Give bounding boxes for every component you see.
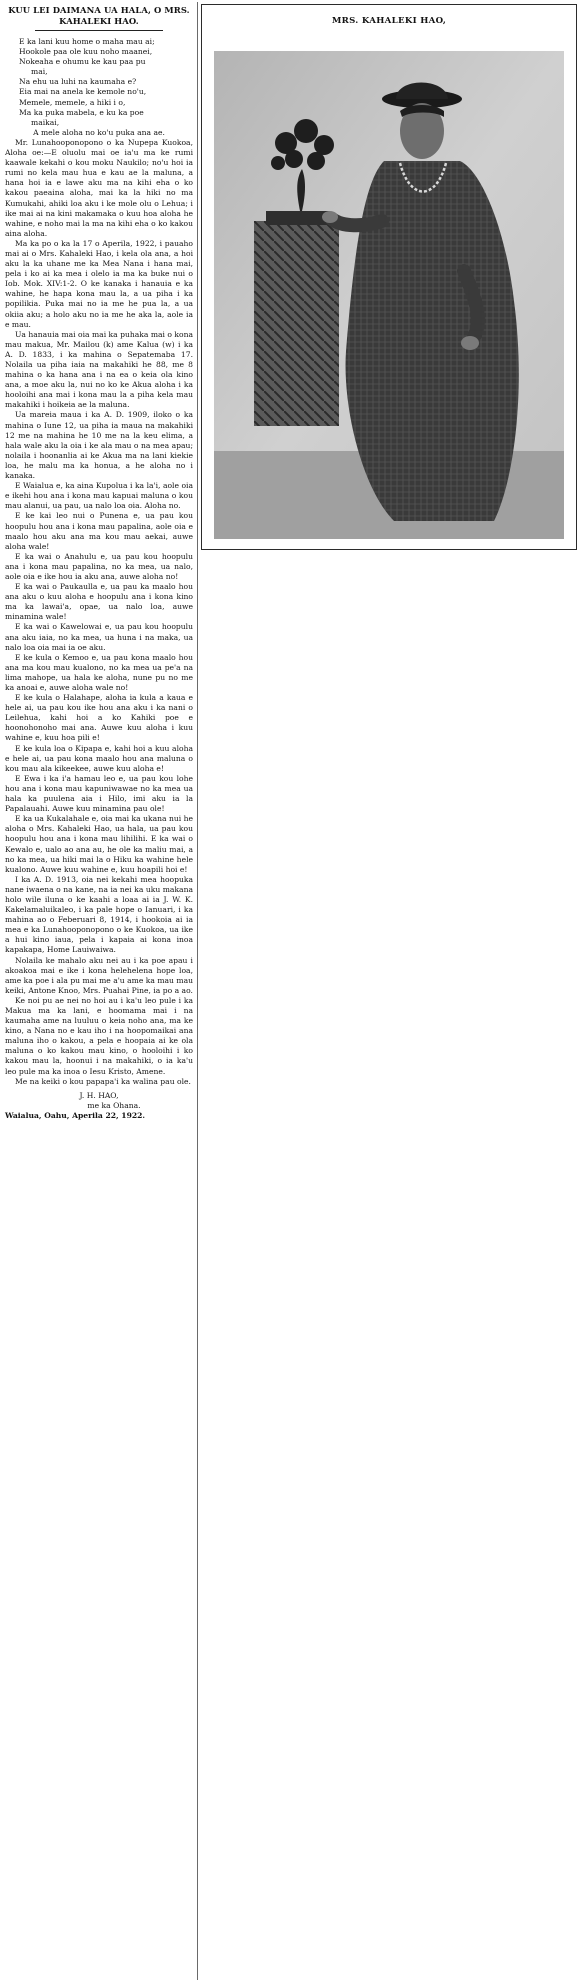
portrait-box [201, 4, 577, 550]
poem-line: E ka lani kuu home o maha mau ai; [19, 37, 155, 46]
article-body [5, 138, 193, 1087]
portrait-photo [214, 51, 564, 539]
headline-rule [35, 30, 163, 31]
article-paragraph: I ka A. D. 1913, oia nei kekahi mea hoopuka nane iwaena o na kane, na ia nei ka uku makana holo wile iluna o ke kaahi a loaa ai ia J. W. K. Kakelamaluikaleo, i ka pale hope o Ianuari, i ka mahina ao o Feberuari 8, 1914, i hookoia ai ia mea e ka Lunahooponopono o ke Kuokoa, ua ike a hui kino iaua, pela i kapaia ai kona inoa kapakapa, Home Lauiwaiwa. [5, 874, 193, 955]
poem-line: Memele, memele, a hiki i o, [19, 97, 126, 107]
signature-role: me ka Ohana. [87, 1100, 141, 1110]
poem-line: Eia mai na anela ke kemole no'u, [19, 87, 147, 97]
obituary-article [5, 5, 193, 1121]
table-top [266, 211, 330, 225]
hand [461, 336, 479, 350]
column-divider [197, 2, 198, 1980]
poem-line: Hookole paa ole kuu noho maanei, [19, 47, 153, 57]
article-paragraph: E ke kula loa o Kipapa e, kahi hoi a kuu aloha e hele ai, ua pau kona maalo hou ana maluna o kou mau ala kikeekee, auwe kuu aloha e! [5, 743, 193, 773]
article-paragraph: E ke kai leo nui o Punena e, ua pau kou hoopulu hou ana i kona mau papalina, aole oia e maalo hou aku ana ma kou mau aekai, auwe aloha wale! [5, 511, 193, 551]
article-paragraph: Ua mareia maua i ka A. D. 1909, iloko o ka mahina o Iune 12, ua piha ia maua na makahiki 12 me na mahina he 10 me na la keu elima, a hala wale aku la oia i ke ala mau o na mea apau; nolaila i hoonanlia ai ke Akua ma na lani kiekie loa, he malu ma ka honua, a he aloha no i kanaka. [5, 410, 193, 481]
article-paragraph: Me na keiki o kou papapa'i ka walina pau ole. [15, 1076, 191, 1086]
left-arm [332, 219, 382, 225]
article-paragraph: E ka ua Kukalahale e, oia mai ka ukana nui he aloha o Mrs. Kahaleki Hao, ua hala, ua pau kou hoopulu hou ana i kona mau lihilihi. E ka wai o Kewalo e, ualo ao ana au, he ole ka maliu mai, a no ka mea, ua hiki mai la o Hiku ka wahine hele kualono. Auwe kuu wahine e, kuu hoapili hoi e! [5, 814, 193, 874]
signature-block [5, 1091, 193, 1121]
resting-hand [322, 211, 338, 223]
article-paragraph: Ke noi pu ae nei no hoi au i ka'u leo pule i ka Makua ma ka lani, e hoomama mai i na kaumaha ame na luuluu o keia noho ana, ma ke kino, a Nana no e kau iho i na hoopomaikai ana maluna iho o kakou, a pela e hoopaia ai ke ola maluna o ko kakou mau kino, o hooloihi i ko kakou mau la, hoonui i na makahiki, o ia ka'u leo pule ma ka inoa o Iesu Kristo, Amene. [5, 995, 193, 1076]
dress [346, 161, 519, 521]
signature-dateline: Waialua, Oahu, Aperila 22, 1922. [5, 1110, 146, 1120]
poem-line: Nokeaha e ohumu ke kau paa pu [19, 57, 146, 67]
poem-line: maikai, [31, 117, 60, 127]
signature-name: J. H. HAO, [79, 1090, 119, 1100]
article-paragraph: Ma ka po o ka la 17 o Aperila, 1922, i pauaho mai ai o Mrs. Kahaleki Hao, i kela ola ana, a hoi aku la ka uhane me ka Mea Nana i hana mai, pela i ko ai ka mea i olelo ia ma ka buke nui o Iob. Mok. XIV:1-2. O ke kanaka i hanauia e ka wahine, he hapa kona mau la, a ua piha i ka popilikia. Puka mai no ia me he pua la, a ua okiia aku; a holo aku no ia me he aka la, aole ia e mau. [5, 238, 193, 329]
portrait-caption: MRS. KAHALEKI HAO, [331, 16, 447, 26]
article-paragraph: Ua hanauia mai oia mai ka puhaka mai o kona mau makua, Mr. Mailou (k) ame Kalua (w) i ka A. D. 1833, i ka mahina o Sepatemaba 17. Nolaila ua piha iaia na makahiki he 88, me 8 mahina o ka hana ana i na ea o keia ola kino ana, a moe aku la, nui no ko ke Akua aloha i ka hooloihi ana mai i kona mau la a piha kela mau makahiki i hoikeia ae la maluna. [5, 329, 193, 410]
article-paragraph: Nolaila ke mahalo aku nei au i ka poe apau i akoakoa mai e ike i kona helehelena hope loa, ame ka poe i ala pu mai me a'u ame ka mau mau keiki, Antone Knoo, Mrs. Puahai Pine, ia po a ao. [5, 955, 193, 995]
article-paragraph: E Waialua e, ka aina Kupolua i ka la'i, aole oia e ikehi hou ana i kona mau kapuai maluna o kou mau alanui, ua pau, ua nalo loa oia. Aloha no. [5, 481, 193, 511]
article-paragraph: Mr. Lunahooponopono o ka Nupepa Kuokoa, Aloha oe:—E oluolu mai oe ia'u ma ke rumi kaawale kekahi o kou moku Naukilo; no'u hoi ia rumi no kela mau hua e kau ae la maluna, a hana hoi ia e lawe aku ma na kihi eha o ko kakou paeaina aloha, mai ka la hiki no ma Kumukahi, ahiki loa aku i ke mole olu o Lehua; i ike mai ai na kini makamaka o kuu hoa aloha he wahine, e noho mai la ma na kihi eha o ko kakou aina aloha. [5, 137, 193, 238]
article-paragraph: E ka wai o Kawelowai e, ua pau kou hoopulu ana aku iaia, no ka mea, ua huna i na maka, ua nalo loa oia mai ia oe aku. [5, 622, 193, 652]
article-paragraph: E ke kula o Halahape, aloha ia kula a kaua e hele ai, ua pau kou ike hou ana aku i ka nani o Leilehua, kahi hoi a ko Kahiki poe e hoonohonoho mai ana. Auwe kuu aloha i kuu wahine e, kuu hoa pili e! [5, 693, 193, 743]
poem-line: Na ehu ua luhi na kaumaha e? [19, 77, 137, 87]
poem-line: mai, [31, 67, 48, 77]
article-paragraph: E ke kula o Kemoo e, ua pau kona maalo hou ana ma kou mau kualono, no ka mea ua pe'a na lima mahope, ua hala ke aloha, nune pu no me ka anoai e, auwe aloha wale no! [5, 652, 193, 692]
article-paragraph: E ka wai o Anahulu e, ua pau kou hoopulu ana i kona mau papalina, no ka mea, ua nalo, aole oia e ike hou ia aku ana, auwe aloha no! [5, 551, 193, 581]
poem-line: Ma ka puka mabela, e ku ka poe [19, 107, 144, 117]
poem-verse [5, 37, 193, 128]
article-headline: KUU LEI DAIMANA UA HALA, O MRS. KAHALEKI HAO. [8, 5, 190, 26]
article-paragraph: E Ewa i ka i'a hamau leo e, ua pau kou lohe hou ana i kona mau kapuniwawae no ka mea ua hala ka puulena aia i Hilo, imi aku ia la Papalauahi. Auwe kuu minamina pau ole! [5, 773, 193, 814]
poem-closing-line: A mele aloha no ko'u puka ana ae. [33, 127, 165, 137]
article-paragraph: E ka wai o Paukaulla e, ua pau ka maalo hou ana aku o kuu aloha e hoopulu ana i kona kino ma ka lawai'a, opae, ua nalo loa, auwe minamina wale! [5, 582, 193, 622]
draped-table [254, 221, 339, 426]
